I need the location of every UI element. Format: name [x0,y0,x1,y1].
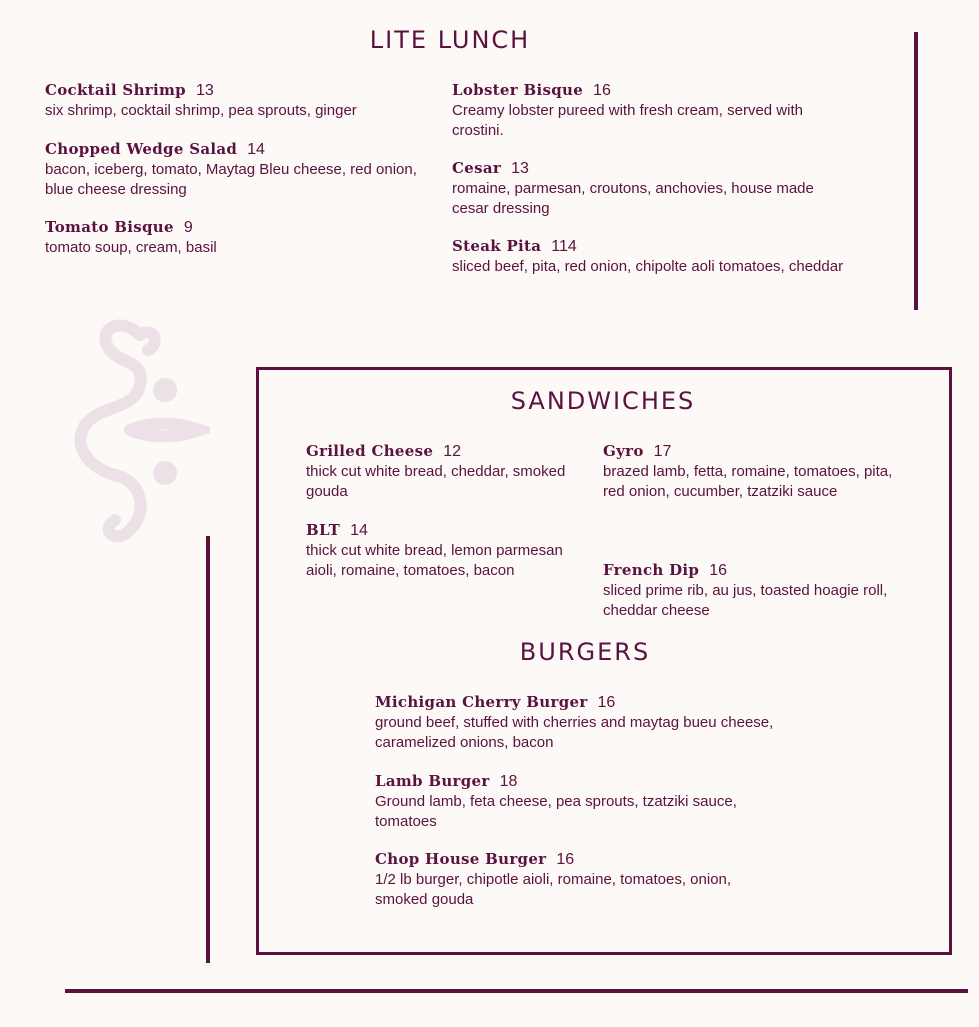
item-price: 114 [551,238,577,255]
item-price: 17 [653,443,672,460]
left-vertical-rule [206,536,210,963]
item-name: Cesar [452,159,502,177]
menu-item-chop-house-burger [375,849,765,910]
menu-item-lamb-burger [375,771,765,832]
item-price: 13 [511,160,529,177]
item-price: 16 [597,694,616,711]
item-name: Michigan Cherry Burger [375,693,588,711]
item-price: 18 [499,773,518,790]
menu-item-tomato-bisque [45,217,435,258]
right-vertical-rule [914,32,918,310]
item-price: 16 [709,562,727,579]
menu-item-grilled-cheese [306,441,591,502]
item-name: Lobster Bisque [452,81,584,99]
item-description: romaine, parmesan, croutons, anchovies, house made cesar dressing [452,180,814,217]
item-name: Chopped Wedge Salad [45,140,238,158]
item-name: Lamb Burger [375,772,490,790]
item-name: Gyro [603,442,644,460]
lite-lunch-title: LITE LUNCH [369,26,531,54]
item-name: Tomato Bisque [45,218,174,236]
menu-item-gyro [603,441,903,502]
item-description: 1/2 lb burger, chipotle aioli, romaine, tomatoes, onion, smoked gouda [375,871,732,908]
menu-item-blt [306,520,591,581]
item-name: French Dip [603,561,700,579]
item-price: 16 [556,851,575,868]
sandwiches-title: SANDWICHES [510,387,696,415]
menu-item-lobster-bisque [452,80,832,141]
item-price: 14 [247,141,265,158]
menu-item-french-dip [603,560,908,621]
item-description: Creamy lobster pureed with fresh cream, served with crostini. [452,102,803,139]
item-name: Cocktail Shrimp [45,81,186,99]
flourish-ornament-icon [60,305,210,555]
item-description: thick cut white bread, cheddar, smoked gouda [306,463,566,500]
item-description: sliced beef, pita, red onion, chipolte aoli tomatoes, cheddar [452,258,844,275]
item-price: 12 [443,443,461,460]
menu-item-cocktail-shrimp [45,80,435,121]
item-price: 13 [195,82,214,99]
menu-item-cesar [452,158,832,219]
item-description: tomato soup, cream, basil [45,239,217,256]
item-description: Ground lamb, feta cheese, pea sprouts, tzatziki sauce, tomatoes [375,793,737,830]
menu-item-michigan-cherry-burger [375,692,805,753]
item-description: brazed lamb, fetta, romaine, tomatoes, pita, red onion, cucumber, tzatziki sauce [603,463,893,500]
item-description: thick cut white bread, lemon parmesan aioli, romaine, tomatoes, bacon [306,542,563,579]
item-name: Chop House Burger [375,850,547,868]
item-name: Grilled Cheese [306,442,434,460]
bottom-horizontal-rule [65,989,968,993]
item-price: 14 [350,522,368,539]
item-description: ground beef, stuffed with cherries and maytag bueu cheese, caramelized onions, bacon [375,714,774,751]
item-name: BLT [306,521,341,539]
item-name: Steak Pita [452,237,542,255]
item-price: 9 [183,219,193,236]
item-description: bacon, iceberg, tomato, Maytag Bleu cheese, red onion, blue cheese dressing [45,161,417,198]
item-description: six shrimp, cocktail shrimp, pea sprouts, ginger [45,102,357,119]
burgers-title: BURGERS [519,638,651,666]
item-description: sliced prime rib, au jus, toasted hoagie roll, cheddar cheese [603,582,888,619]
menu-item-chopped-wedge-salad [45,139,435,200]
item-price: 16 [593,82,611,99]
menu-item-steak-pita [452,236,892,277]
